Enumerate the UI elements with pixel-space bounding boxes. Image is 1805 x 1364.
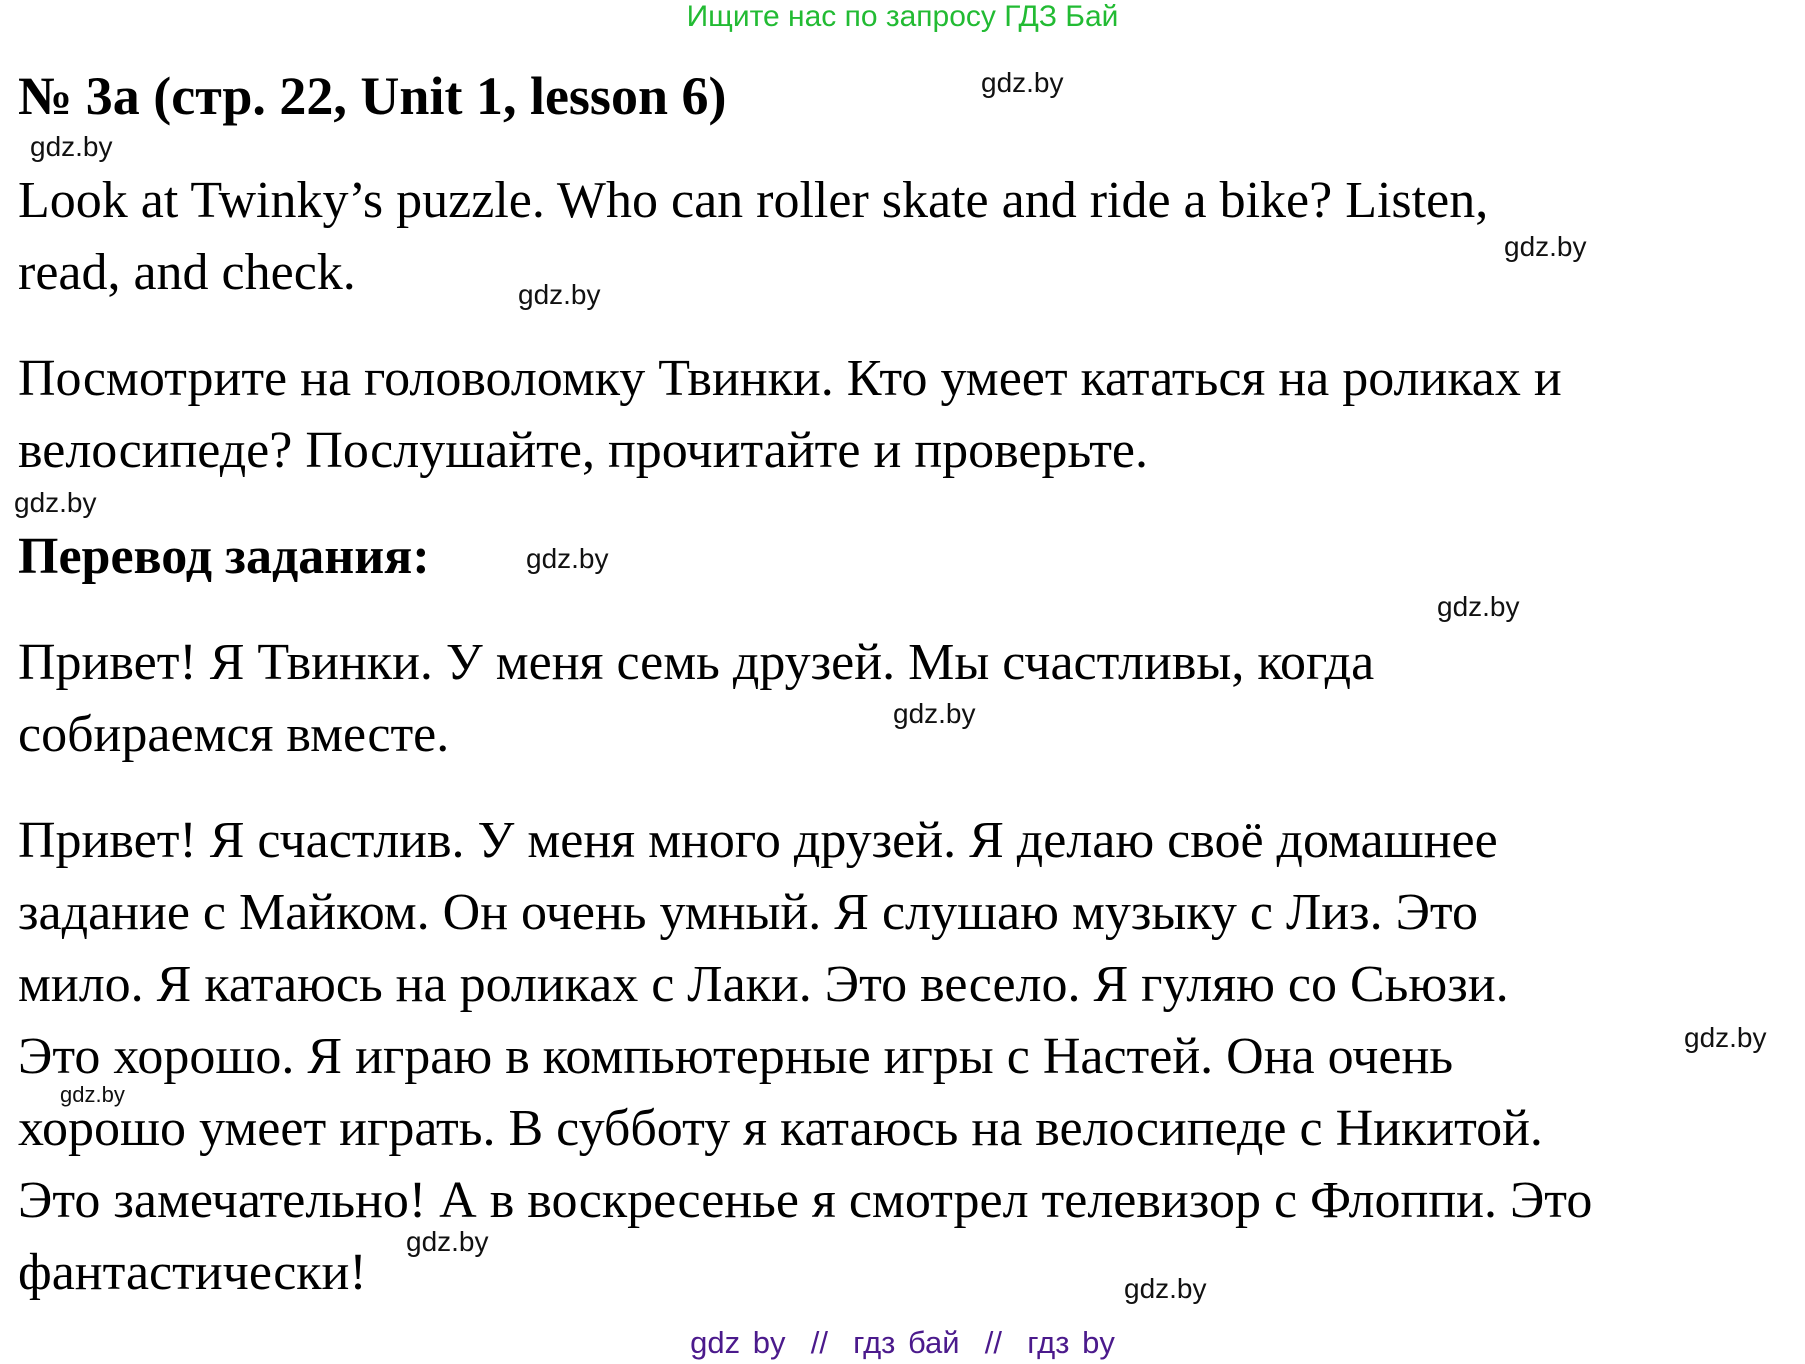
task-en-line-1: Look at Twinky’s puzzle. Who can roller skate and ride a bike? Listen, bbox=[18, 172, 1489, 229]
paragraph2-line-3: мило. Я катаюсь на роликах с Лаки. Это весело. Я гуляю со Сьюзи. bbox=[18, 956, 1509, 1013]
paragraph2-line-6: Это замечательно! А в воскресенье я смотрел телевизор с Флоппи. Это bbox=[18, 1172, 1593, 1229]
watermark: gdz.by bbox=[60, 1082, 125, 1107]
watermark: gdz.by bbox=[1684, 1022, 1767, 1053]
task-en-line-2: read, and check. bbox=[18, 244, 356, 301]
paragraph2-line-4: Это хорошо. Я играю в компьютерные игры с Настей. Она очень bbox=[18, 1028, 1454, 1085]
paragraph2-line-5: хорошо умеет играть. В субботу я катаюсь на велосипеде с Никитой. bbox=[18, 1100, 1543, 1157]
watermark: gdz.by bbox=[14, 487, 97, 518]
watermark: gdz.by bbox=[1437, 591, 1520, 622]
watermark: gdz.by bbox=[526, 543, 609, 574]
paragraph1-line-2: собираемся вместе. bbox=[18, 706, 450, 763]
watermark: gdz.by bbox=[1504, 231, 1587, 262]
page-title: № 3a (стр. 22, Unit 1, lesson 6) bbox=[18, 66, 727, 126]
watermark: gdz.by bbox=[406, 1226, 489, 1257]
translation-heading: Перевод задания: bbox=[18, 528, 430, 585]
task-ru-line-1: Посмотрите на головоломку Твинки. Кто умеет кататься на роликах и bbox=[18, 350, 1562, 407]
watermark: gdz.by bbox=[30, 131, 113, 162]
footer-links: gdz by // гдз бай // гдз by bbox=[690, 1325, 1115, 1360]
paragraph2-line-2: задание с Майком. Он очень умный. Я слушаю музыку с Лиз. Это bbox=[18, 884, 1478, 941]
paragraph2-line-1: Привет! Я счастлив. У меня много друзей. Я делаю своё домашнее bbox=[18, 812, 1498, 869]
paragraph1-line-1: Привет! Я Твинки. У меня семь друзей. Мы счастливы, когда bbox=[18, 634, 1375, 691]
watermark: gdz.by bbox=[893, 698, 976, 729]
watermark: gdz.by bbox=[518, 279, 601, 310]
watermark: gdz.by bbox=[1124, 1273, 1207, 1304]
task-ru-line-2: велосипеде? Послушайте, прочитайте и проверьте. bbox=[18, 422, 1149, 479]
search-banner: Ищите нас по запросу ГДЗ Бай bbox=[686, 0, 1119, 33]
paragraph2-line-7: фантастически! bbox=[18, 1244, 367, 1301]
watermark: gdz.by bbox=[981, 67, 1064, 98]
